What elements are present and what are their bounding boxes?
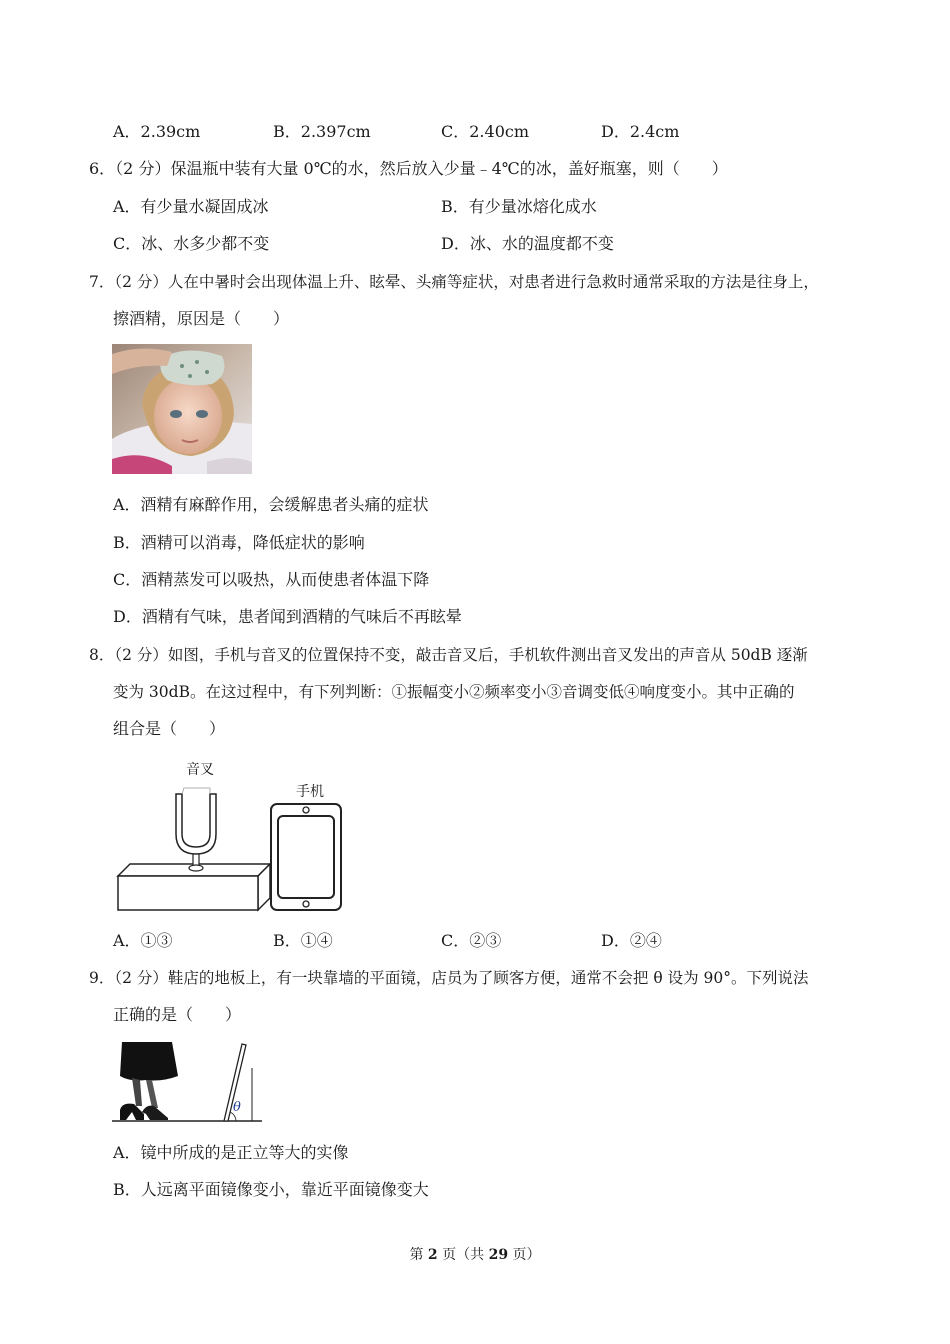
footer-suffix: 页） (508, 1247, 541, 1263)
q7-option-d: D．酒精有气味，患者闻到酒精的气味后不再眩晕 (113, 607, 462, 626)
q7-stem-line2: 擦酒精，原因是（ ） (113, 309, 290, 328)
footer-middle: 页（共 (437, 1247, 489, 1263)
phone-label: 手机 (296, 784, 324, 800)
q9-stem-line1: 9．（2 分）鞋店的地板上，有一块靠墙的平面镜，店员为了顾客方便，通常不会把 θ 设为 90°。下列说法 (89, 969, 809, 987)
q5-option-b: B．2.397cm (273, 122, 371, 141)
q7-photo-sick-child (112, 344, 252, 474)
q5-option-c: C．2.40cm (441, 122, 530, 141)
q9-stem-line2: 正确的是（ ） (113, 1005, 242, 1024)
sick-child-image (112, 344, 252, 474)
footer-prefix: 第 (409, 1247, 428, 1263)
footer-page-number: 2 (427, 1247, 438, 1263)
footer-total-pages: 29 (488, 1247, 509, 1263)
q6-option-d: D．冰、水的温度都不变 (441, 234, 614, 253)
q7-option-b: B．酒精可以消毒，降低症状的影响 (113, 533, 365, 552)
q6-option-a: A．有少量水凝固成冰 (113, 197, 269, 216)
q6-option-b: B．有少量冰熔化成水 (441, 197, 597, 216)
q7-stem-line1: 7．（2 分）人在中暑时会出现体温上升、眩晕、头痛等症状，对患者进行急救时通常采取的方法是往身上， (89, 273, 819, 291)
q5-option-d: D．2.4cm (601, 122, 680, 141)
q8-option-c: C．②③ (441, 931, 502, 950)
q6-stem: 6．（2 分）保温瓶中装有大量 0℃的水，然后放入少量﹣4℃的冰，盖好瓶塞，则（ ） (89, 159, 728, 178)
theta-label: θ (233, 1100, 241, 1115)
q5-option-a: A．2.39cm (113, 122, 201, 141)
q8-figure-tuning-fork-phone (112, 758, 344, 914)
q8-stem-line1: 8．（2 分）如图，手机与音叉的位置保持不变，敲击音叉后，手机软件测出音叉发出的声音从 50dB 逐渐 (89, 646, 808, 664)
q9-option-b: B．人远离平面镜像变小，靠近平面镜像变大 (113, 1180, 429, 1199)
page-footer (0, 1244, 950, 1264)
q8-stem-line2: 变为 30dB。在这过程中，有下列判断：①振幅变小②频率变小③音调变低④响度变小。其中正确的 (113, 683, 795, 701)
q7-option-c: C．酒精蒸发可以吸热，从而使患者体温下降 (113, 570, 430, 589)
q9-figure-mirror-shoe (112, 1040, 262, 1124)
q6-option-c: C．冰、水多少都不变 (113, 234, 270, 253)
q8-option-a: A．①③ (113, 931, 173, 950)
q8-option-b: B．①④ (273, 931, 333, 950)
q9-option-a: A．镜中所成的是正立等大的实像 (113, 1143, 349, 1162)
q7-option-a: A．酒精有麻醉作用，会缓解患者头痛的症状 (113, 495, 429, 514)
q8-stem-line3: 组合是（ ） (113, 719, 226, 738)
fork-label: 音叉 (186, 762, 214, 778)
q8-option-d: D．②④ (601, 931, 662, 950)
